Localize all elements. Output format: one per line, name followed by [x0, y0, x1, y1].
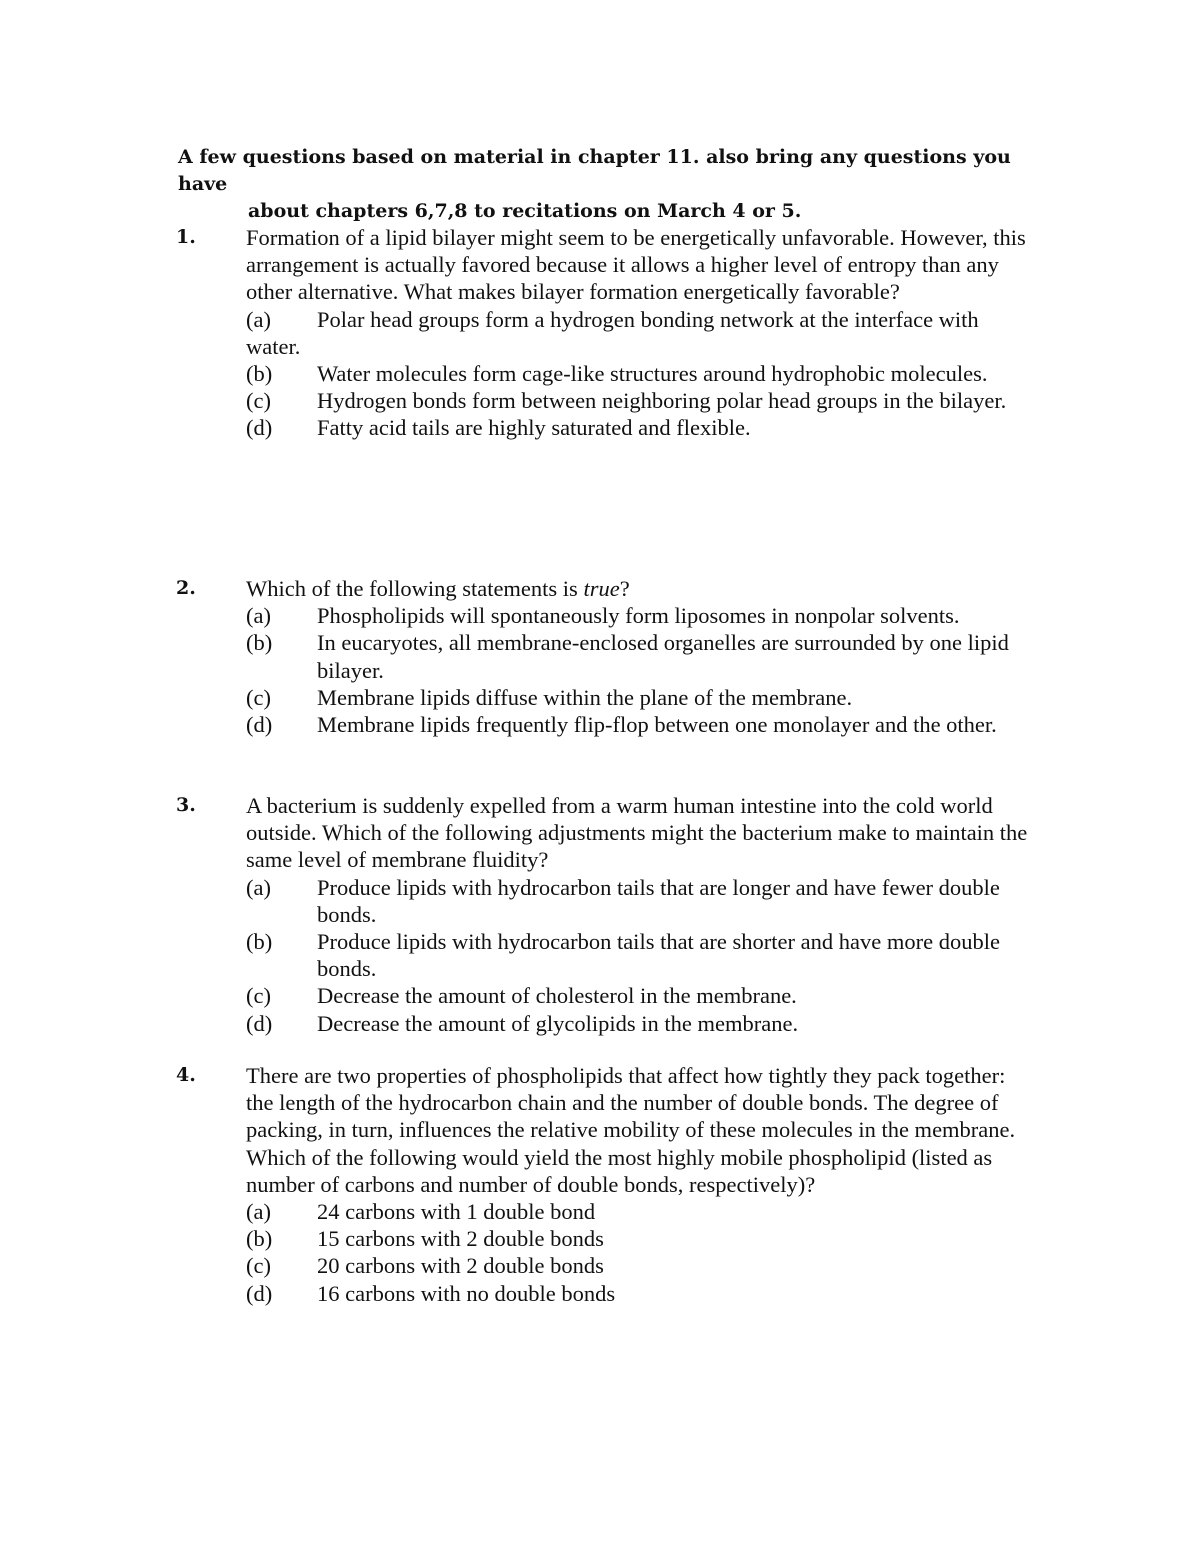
option-b: [246, 629, 1036, 683]
heading-line-1: A few questions based on material in chapter 11. also bring any questions you have: [178, 146, 1011, 195]
option-text: 16 carbons with no double bonds: [317, 1280, 616, 1306]
option-label: (b): [246, 630, 273, 656]
option-text: Produce lipids with hydrocarbon tails that are shorter and have more double bonds.: [317, 929, 1000, 982]
option-b: [246, 360, 1036, 387]
option-c: [246, 982, 1036, 1009]
question-2: [176, 575, 1056, 738]
option-text: Polar head groups form a hydrogen bonding network at the interface with water.: [246, 306, 979, 359]
option-label: (b): [246, 929, 273, 955]
option-d: [246, 1280, 1036, 1307]
option-text: Membrane lipids frequently flip-flop between one monolayer and the other.: [317, 712, 997, 738]
question-text-emphasis: true: [583, 576, 620, 601]
heading-line-2: about chapters 6,7,8 to recitations on March 4 or 5.: [248, 200, 802, 222]
option-label: (b): [246, 361, 273, 387]
option-label: (b): [246, 1226, 273, 1252]
option-label: (c): [246, 983, 271, 1009]
question-3: [176, 792, 1056, 1037]
option-a: [246, 1198, 1036, 1225]
question-number: 2.: [176, 577, 196, 599]
question-text: There are two properties of phospholipids that affect how tightly they pack together: the length of the hydrocarbon chain and the number of double bonds. The degree of packing, in turn, influences the relative mobility of these molecules in the membrane. Which of the following would yield the most highly mobile phospholipid (listed as number of carbons and number of double bonds, respectively)?: [246, 1063, 1016, 1197]
option-text: Membrane lipids diffuse within the plane of the membrane.: [317, 684, 853, 710]
option-a: [246, 874, 1036, 928]
option-text: Phospholipids will spontaneously form liposomes in nonpolar solvents.: [317, 603, 960, 629]
option-label: (d): [246, 1280, 273, 1306]
question-number: 4.: [176, 1064, 196, 1086]
option-label: (d): [246, 712, 273, 738]
option-text: Decrease the amount of cholesterol in the membrane.: [317, 983, 797, 1009]
option-a: [246, 602, 1036, 629]
option-text: Produce lipids with hydrocarbon tails that are longer and have fewer double bonds.: [317, 874, 1000, 927]
question-number: 1.: [176, 226, 196, 248]
question-text-start: Which of the following statements is: [246, 576, 584, 601]
option-c: [246, 684, 1036, 711]
option-d: [246, 711, 1036, 738]
option-text: In eucaryotes, all membrane-enclosed organelles are surrounded by one lipid bilayer.: [317, 630, 1009, 683]
option-label: (a): [246, 1199, 271, 1225]
question-number: 3.: [176, 794, 196, 816]
option-a: [246, 306, 1036, 360]
option-text: 20 carbons with 2 double bonds: [317, 1253, 604, 1279]
question-text: A bacterium is suddenly expelled from a warm human intestine into the cold world outside. Which of the following adjustments might the bacterium make to maintain the same level of membrane fluidity?: [246, 793, 1028, 873]
question-text-end: ?: [619, 576, 630, 601]
option-text: Water molecules form cage-like structures around hydrophobic molecules.: [317, 361, 988, 387]
page-heading: [178, 144, 1038, 225]
option-text: Decrease the amount of glycolipids in the membrane.: [317, 1010, 799, 1036]
option-label: (c): [246, 684, 271, 710]
option-label: (c): [246, 388, 271, 414]
option-text: Hydrogen bonds form between neighboring polar head groups in the bilayer.: [317, 388, 1007, 414]
option-b: [246, 1225, 1036, 1252]
question-text: [246, 575, 1036, 602]
option-label: (c): [246, 1253, 271, 1279]
question-1: [176, 224, 1056, 442]
option-label: (d): [246, 1010, 273, 1036]
question-4: [176, 1062, 1056, 1307]
option-d: [246, 1010, 1036, 1037]
option-c: [246, 387, 1036, 414]
option-label: (a): [246, 874, 271, 900]
option-text: Fatty acid tails are highly saturated and flexible.: [317, 415, 751, 441]
option-b: [246, 928, 1036, 982]
question-text: Formation of a lipid bilayer might seem to be energetically unfavorable. However, this arrangement is actually favored because it allows a higher level of entropy than any other alternative. What makes bilayer formation energetically favorable?: [246, 225, 1026, 305]
option-label: (a): [246, 603, 271, 629]
option-label: (a): [246, 306, 271, 332]
option-d: [246, 414, 1036, 441]
option-text: 15 carbons with 2 double bonds: [317, 1226, 604, 1252]
option-text: 24 carbons with 1 double bond: [317, 1199, 596, 1225]
option-c: [246, 1252, 1036, 1279]
option-label: (d): [246, 415, 273, 441]
